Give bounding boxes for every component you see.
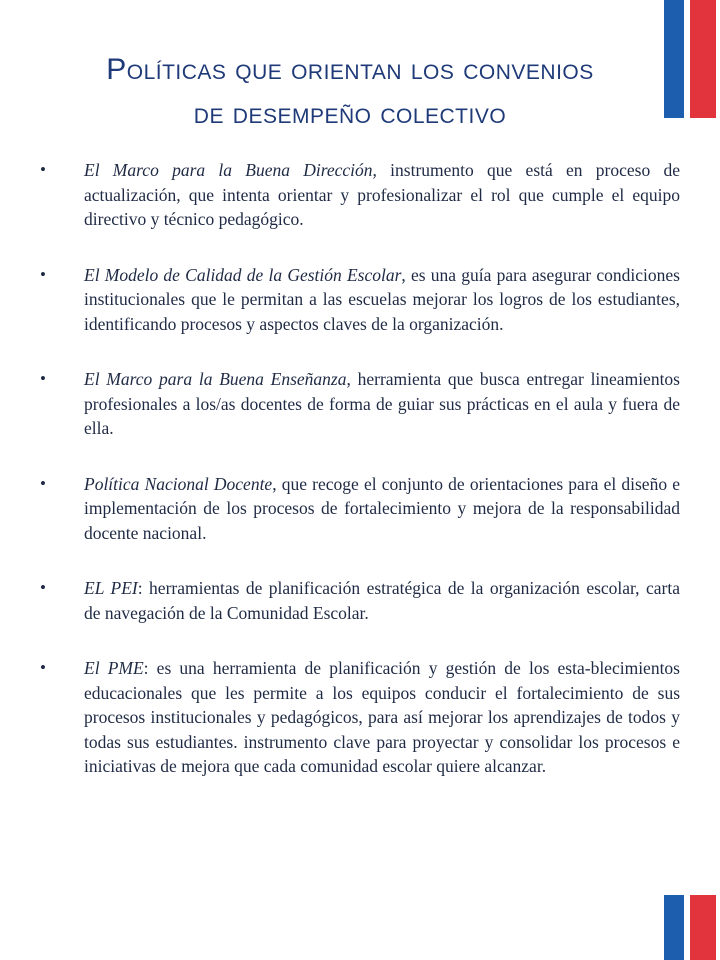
bullet-text: , que recoge el conjunto de orientaciones para el diseño e implementación de los procesos de fortalecimiento y mejora de la responsabilidad docente nacional. — [84, 473, 680, 543]
bullet-term: El Modelo de Calidad de la Gestión Escolar — [84, 264, 402, 285]
bullet-text: , herramienta que busca entregar lineamientos profesionales a los/as docentes de forma de guiar sus prácticas en el aula y fuera de ella. — [84, 369, 680, 438]
flag-stripes-bottom — [664, 895, 716, 960]
bullet-text: : herramientas de planificación estratégica de la organización escolar, carta de navegación de la Comunidad Escolar. — [84, 578, 680, 623]
bullet-item-pei — [40, 576, 680, 625]
bullet-item-marco-buena-ensenanza — [40, 367, 680, 441]
bullet-item-politica-nacional-docente — [40, 472, 680, 546]
bullet-dot-icon: • — [40, 160, 46, 179]
bullet-term: EL PEI — [84, 578, 138, 598]
bullet-term: El Marco para la Buena Enseñanza — [84, 369, 347, 389]
flag-blue-stripe — [664, 0, 684, 118]
bullet-term: El PME — [84, 658, 144, 678]
policy-bullet-list — [40, 158, 680, 779]
bullet-item-modelo-calidad — [40, 263, 680, 337]
bullet-dot-icon: • — [40, 658, 46, 677]
bullet-item-marco-buena-direccion — [40, 158, 680, 232]
page-title-line-2: de desempeño colectivo — [193, 97, 507, 130]
page-title — [50, 48, 650, 136]
bullet-item-pme — [40, 656, 680, 779]
bullet-dot-icon: • — [40, 473, 46, 493]
flag-stripes-top — [664, 0, 716, 118]
bullet-text: , es una guía para asegurar condiciones institucionales que le permitan a las escuelas mejorar los logros de los estudiantes, identificando procesos y aspectos claves de la organización. — [84, 264, 680, 334]
bullet-dot-icon: • — [40, 578, 46, 597]
flag-blue-stripe — [664, 895, 684, 960]
bullet-term: El Marco para la Buena Dirección — [84, 160, 373, 180]
bullet-dot-icon: • — [40, 264, 46, 284]
flag-red-stripe — [690, 895, 716, 960]
flag-red-stripe — [690, 0, 716, 118]
bullet-dot-icon: • — [40, 369, 46, 388]
bullet-text: , instrumento que está en proceso de actualización, que intenta orientar y profesionalizar el rol que cumple el equipo directivo y técnico pedagógico. — [84, 160, 680, 229]
page-title-line-1: Políticas que orientan los convenios — [106, 53, 594, 86]
bullet-text: : es una herramienta de planificación y gestión de los esta-blecimientos educacionales que les permite a los equipos conducir el fortalecimiento de sus procesos institucionales y pedagógicos, para así mejorar los aprendizajes de todos y todas sus estudiantes. instrumento clave para proyectar y consolidar los procesos e iniciativas de mejora que cada comunidad escolar quiere alcanzar. — [84, 658, 680, 776]
bullet-term: Política Nacional Docente — [84, 473, 273, 494]
